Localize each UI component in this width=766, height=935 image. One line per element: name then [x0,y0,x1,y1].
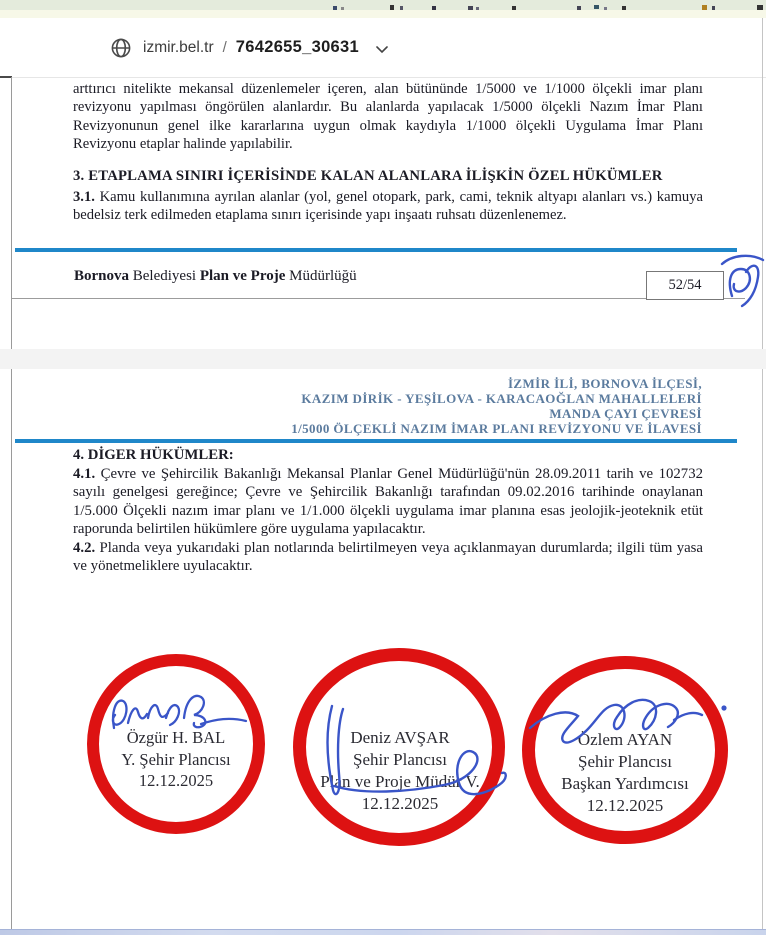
clause-3-1 [73,188,703,225]
signatory-date: 12.12.2025 [586,796,664,815]
intro-paragraph: arttırıcı nitelikte mekansal düzenlemeler içeren, alan bütününde 1/5000 ve 1/1000 ölçekli imar planı revizyonu yapılması öngörülen alanlardır. Bu alanlarda yapılacak 1/5000 ölçekli Nazım İmar Planı Revizyonunun genel ilke kararlarına uygun olmak kaydıyla 1/1000 ölçekli Uygulama İmar Planı Revizyonu etaplar halinde yapılabilir. [73,81,703,152]
page-left-edge [11,77,12,929]
plan-title-line: 1/5000 ÖLÇEKLİ NAZIM İMAR PLANI REVİZYONU VE İLAVESİ [291,421,702,436]
plan-title-block [140,376,702,436]
clause-4-1-label: 4.1. [73,466,96,482]
globe-icon [110,37,132,59]
handwritten-signature [312,698,517,800]
breadcrumb-domain[interactable]: izmir.bel.tr [143,38,214,56]
footer-separator-line [15,248,737,252]
page-number-box [646,271,724,300]
signatory-title: Y. Şehir Plancısı [121,749,231,769]
breadcrumb-separator: / [222,39,227,56]
paraf-signature [717,251,766,309]
page-gap [0,349,766,369]
page-number: 52/54 [668,277,702,293]
handwritten-signature [106,688,251,736]
handwritten-signature [526,692,740,764]
signatory-name: Özlem AYAN [577,730,673,749]
signatory-date: 12.12.2025 [138,771,214,790]
section-3-heading: 3. ETAPLAMA SINIRI İÇERİSİNDE KALAN ALANLARA İLİŞKİN ÖZEL HÜKÜMLER [73,168,663,184]
footer-department: Plan ve Proje [199,268,286,284]
plan-title-line: İZMİR İLİ, BORNOVA İLÇESİ, [507,376,702,391]
clause-4-1-text: Çevre ve Şehircilik Bakanlığı Mekansal Planlar Genel Müdürlüğü'nün 28.09.2011 tarih ve 102732 sayılı genelgesi gereğince; Çevre ve Şehircilik Bakanlığı tarafından 09.02.2016 tarihinde onaylanan 1/5.000 Ölçekli nazım imar planı ve 1/1.000 ölçekli uygulama imar planına esas jeolojik-jeoteknik etüt raporunda belirtilen hükümlere göre uygulama yapılacaktır. [73,466,703,538]
clause-4-2-text: Planda veya yukarıdaki plan notlarında belirtilmeyen veya açıklanmayan durumlarda; ilgili tüm yasa ve yönetmeliklere uyulacaktır. [73,539,703,575]
clause-4-1 [73,465,703,539]
stamp-signatory [96,727,256,792]
signatory-name: Deniz AVŞAR [350,728,450,747]
signatory-title: Plan ve Proje Müdür V. [320,772,480,791]
clause-3-1-label: 3.1. [73,189,95,205]
header-separator-line [15,439,737,443]
signatory-title: Şehir Plancısı [353,750,447,769]
signatory-date: 12.12.2025 [361,794,439,813]
footer-municipality: Bornova [74,268,130,284]
breadcrumb-bar [0,18,766,77]
clause-4-2-label: 4.2. [73,539,96,556]
footer-municipality-suffix: Belediyesi [129,268,200,284]
chevron-down-icon[interactable] [375,45,389,54]
plan-title-line: KAZIM DİRİK - YEŞİLOVA - KARACAOĞLAN MAHALLELERİ [301,391,702,406]
clause-4-2 [73,539,703,576]
plan-title-line: MANDA ÇAYI ÇEVRESİ [549,406,702,421]
breadcrumb-document-id[interactable]: 7642655_30631 [235,38,359,56]
footer-rule [12,298,745,299]
signatory-title: Başkan Yardımcısı [561,774,689,793]
footer-department-suffix: Müdürlüğü [285,268,357,284]
clause-3-1-text: Kamu kullanımına ayrılan alanlar (yol, genel otopark, park, cami, teknik altyapı alanları vs.) kamuya bedelsiz terk edilmeden etaplama sınırı içerisinde yapı inşaatı ruhsatı düzenlenemez. [73,189,703,224]
page-boundary-line [0,77,766,78]
section-4-heading: 4. DİGER HÜKÜMLER: [73,447,234,463]
signatory-title: Şehir Plancısı [578,752,672,771]
window-bottom-edge [0,929,766,935]
signatory-name: Özgür H. BAL [126,728,226,747]
viewport-right-edge [762,18,763,929]
page-footer [74,268,357,285]
browser-toolbar-edge [0,0,766,10]
section-4-body [73,465,703,575]
